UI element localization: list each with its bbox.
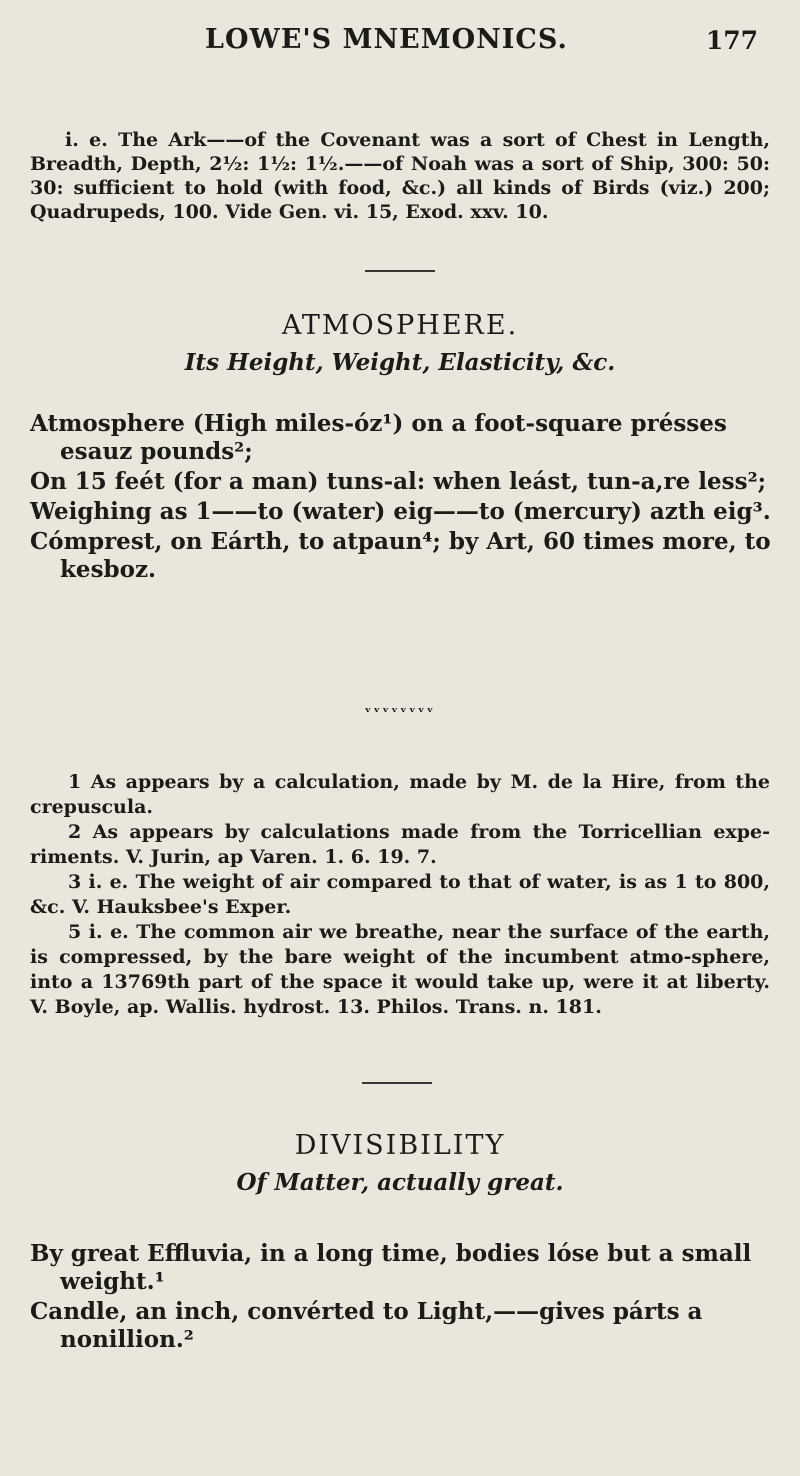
verse-line: Candle, an inch, convérted to Light,——gives párts a nonillion.² [30, 1298, 703, 1353]
running-head-title: LOWE'S MNEMONICS. [205, 24, 568, 55]
intro-paragraph-block [0, 128, 800, 224]
verse-line: By great Effluvia, in a long time, bodies lóse but a small weight.¹ [30, 1240, 752, 1295]
page-number: 177 [705, 26, 758, 55]
atmosphere-heading: ATMOSPHERE. [281, 310, 519, 341]
divisibility-subheading: Of Matter, actually great. [236, 1169, 564, 1196]
divisibility-heading-block [0, 1130, 800, 1196]
divisibility-heading: DIVISIBILITY [294, 1130, 506, 1161]
section-divider [365, 270, 435, 272]
footnote: 1 As appears by a calculation, made by M. de la Hire, from the crepuscula. [30, 771, 770, 818]
footnote: 3 i. e. The weight of air compared to that of water, is as 1 to 800, &c. V. Hauksbee's Exper. [30, 871, 770, 918]
ornament: ᵛᵛᵛᵛᵛᵛᵛᵛ [364, 705, 436, 721]
atmosphere-verse [0, 410, 800, 586]
atmosphere-subheading: Its Height, Weight, Elasticity, &c. [184, 349, 616, 376]
atmosphere-footnotes [0, 770, 800, 1020]
footnote: 2 As appears by calculations made from the Torricellian expe-riments. V. Jurin, ap Varen. 1. 6. 19. 7. [30, 821, 770, 868]
section-divider [362, 1082, 432, 1084]
running-head [0, 18, 800, 66]
divisibility-verse [0, 1240, 800, 1356]
intro-paragraph: i. e. The Ark——of the Covenant was a sort of Chest in Length, Breadth, Depth, 2½: 1½: 1½.——of Noah was a sort of Ship, 300: 50: 30: sufficient to hold (with food, &c.) all kinds of Birds (viz.) 200; Quadrupeds, 100. Vide Gen. vi. 15, Exod. xxv. 10. [30, 129, 770, 223]
atmosphere-heading-block [0, 310, 800, 376]
footnote: 5 i. e. The common air we breathe, near the surface of the earth, is compressed, by the bare weight of the incumbent atmo-sphere, into a 13769th part of the space it would take up, were it at liberty. V. Boyle, ap. Wallis. hydrost. 13. Philos. Trans. n. 181. [30, 921, 770, 1018]
verse-line: Cómprest, on Eárth, to atpaun⁴; by Art, 60 times more, to kesboz. [30, 528, 771, 583]
verse-line: On 15 feét (for a man) tuns-al: when leást, tun-a,re less²; [30, 468, 767, 495]
verse-line: Atmosphere (High miles-óz¹) on a foot-square présses esauz pounds²; [30, 410, 727, 465]
verse-line: Weighing as 1——to (water) eig——to (mercury) azth eig³. [30, 498, 771, 525]
